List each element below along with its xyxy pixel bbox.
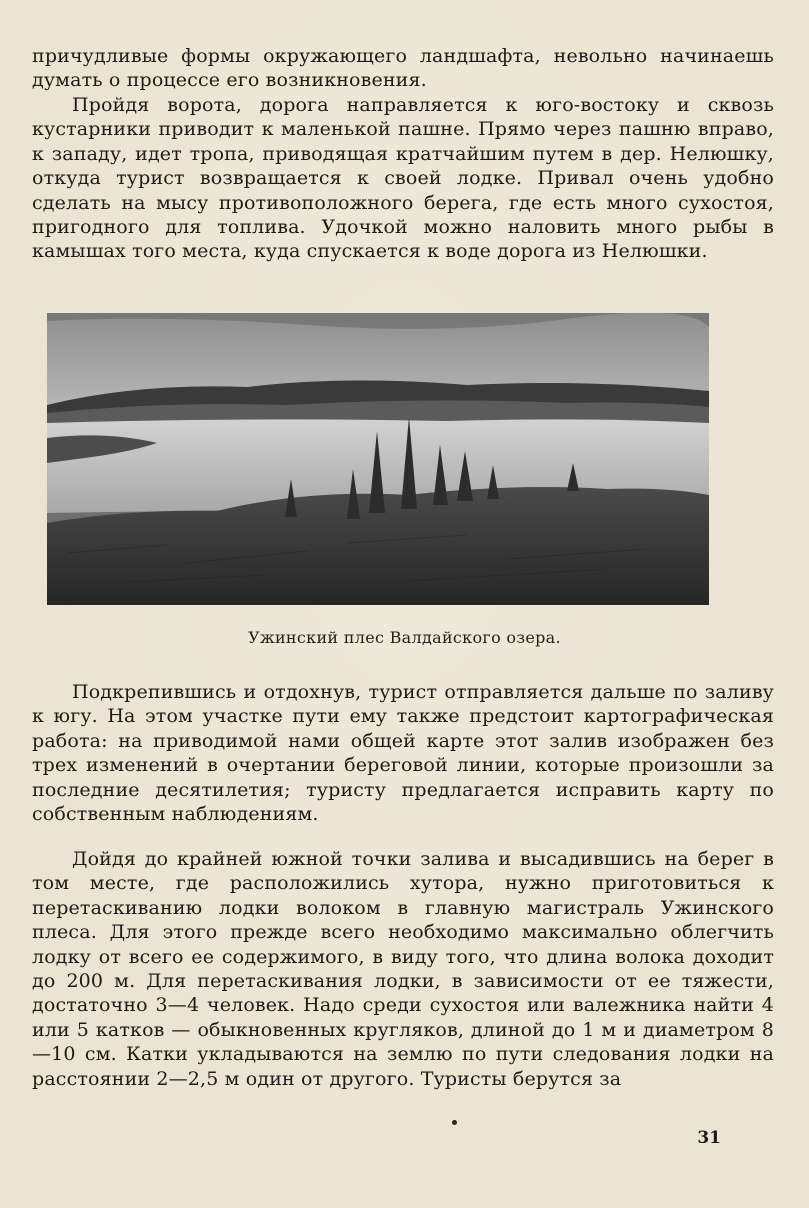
print-speck (452, 1120, 457, 1125)
paragraph-portage-instructions: Дойдя до крайней южной точки залива и высадившись на берег в том месте, где расположились хутора, нужно приготовиться к перетаскиванию лодки волоком в главную магистраль Ужинского плеса. Для этого прежде всего необходимо максимально облегчить лодку от всего ее содержимого, в виду того, что длина волока доходит до 200 м. Для перетаскивания лодки, в зависимости от ее тяжести, достаточно 3—4 человек. Надо среди сухостоя или валежника найти 4 или 5 катков — обыкновенных кругляков, длиной до 1 м и диаметром 8—10 см. Катки укладываются на землю по пути следования лодки на расстоянии 2—2,5 м один от другого. Туристы берутся за (32, 848, 774, 1090)
paragraph-route-description: Пройдя ворота, дорога направляется к юго-востоку и сквозь кустарники приводит к маленькой пашне. Прямо через пашню вправо, к западу, идет тропа, приводящая кратчайшим путем в дер. Нелюшку, откуда турист возвращается к своей лодке. Привал очень удобно сделать на мысу противоположного берега, где есть много сухостоя, пригодного для топлива. Удочкой можно наловить много рыбы в камышах того места, куда спускается к воде дорога из Нелюшки. (32, 94, 774, 263)
paragraph-cartography-task: Подкрепившись и отдохнув, турист отправляется дальше по заливу к югу. На этом участке пути ему также предстоит картографическая работа: на приводимой нами общей карте этот залив изображен без трех изменений в очертании береговой линии, которые произошли за последние десятилетия; туристу предлагается исправить карту по собственным наблюдениям. (32, 681, 774, 826)
lake-photograph (47, 313, 709, 605)
lake-landscape-image (47, 313, 709, 605)
page-number: 31 (697, 1128, 721, 1148)
photo-caption: Ужинский плес Валдайского озера. (248, 628, 561, 647)
paragraph-continued: причудливые формы окружающего ландшафта, невольно начинаешь думать о процессе его возникновения. (32, 45, 774, 92)
